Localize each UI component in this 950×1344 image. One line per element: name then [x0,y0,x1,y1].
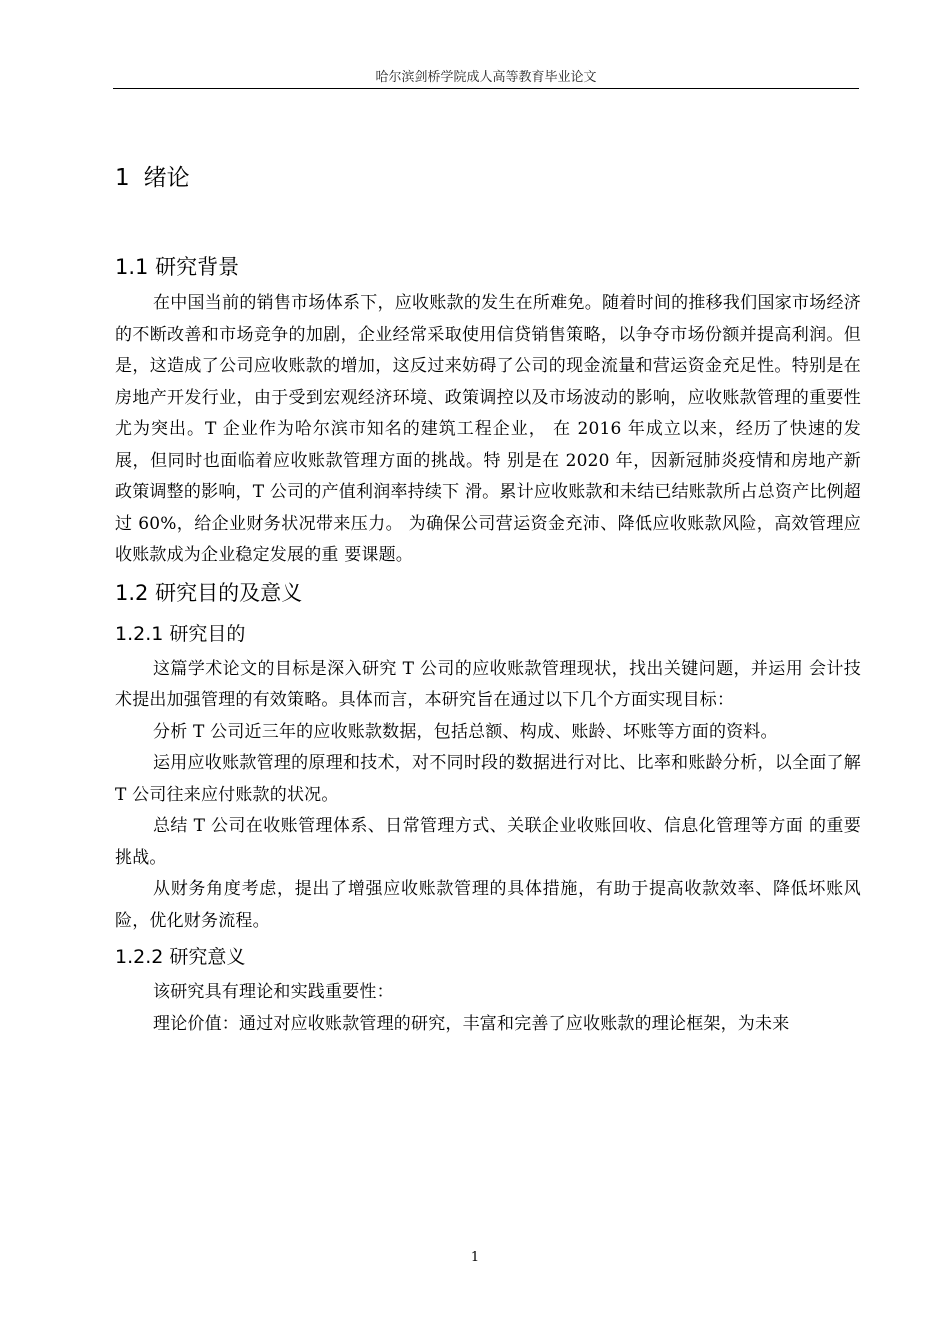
paragraph: 理论价值：通过对应收账款管理的研究，丰富和完善了应收账款的理论框架，为未来 [153,1013,790,1034]
paragraph: 运用应收账款管理的原理和技术，对不同时段的数据进行对比、比率和账龄分析，以全面了解 T 公司往来应付账款的状况。 [115,753,861,805]
paragraph: 在中国当前的销售市场体系下，应收账款的发生在所难免。随着时间的推移我们国家市场经济的不断改善和市场竞争的加剧，企业经常采取使用信贷销售策略，以争夺市场份额并提高利润。但是，这造成了公司应收账款的增加，这反过来妨碍了公司的现金流量和营运资金充足性。特别是在房地产开发行业，由于受到宏观经济环境、政策调控以及市场波动的影响，应收账款管理的重要性尤为突出。T 企业作为哈尔滨市知名的建筑工程企业， 在 2016 年成立以来，经历了快速的发展，但同时也面临着应收账款管理方面的挑战。特 别是在 2020 年，因新冠肺炎疫情和房地产新政策调整的影响，T 公司的产值利润率持续下 滑。累计应收账款和未结已结账款所占总资产比例超过 60%，给企业财务状况带来压力。 为确保公司营运资金充沛、降低应收账款风险，高效管理应收账款成为企业稳定发展的重 要课题。 [115,293,861,565]
header-rule [113,88,859,89]
paragraph: 从财务角度考虑，提出了增强应收账款管理的具体措施，有助于提高收款效率、降低坏账风险，优化财务流程。 [115,879,861,931]
section-heading-1-2-2: 1.2.2 研究意义 [115,946,246,968]
page-number: 1 [470,1250,480,1265]
paragraph: 这篇学术论文的目标是深入研究 T 公司的应收账款管理现状，找出关键问题，并运用 会计技术提出加强管理的有效策略。具体而言，本研究旨在通过以下几个方面实现目标： [115,658,861,710]
chapter-title: 绪论 [143,165,190,191]
section-heading-1-2-1: 1.2.1 研究目的 [115,622,246,645]
section-heading-1-1: 1.1 研究背景 [115,255,240,279]
chapter-number: 1 [115,165,130,191]
running-header: 哈尔滨剑桥学院成人高等教育毕业论文 [375,70,597,85]
page-content [115,150,861,1040]
section-heading-1-2: 1.2 研究目的及意义 [115,580,303,605]
paragraph: 总结 T 公司在收账管理体系、日常管理方式、关联企业收账回收、信息化管理等方面 的重要挑战。 [115,816,861,868]
paragraph: 该研究具有理论和实践重要性： [153,982,394,1002]
paragraph: 分析 T 公司近三年的应收账款数据，包括总额、构成、账龄、坏账等方面的资料。 [153,721,778,742]
chapter-heading [115,150,861,206]
